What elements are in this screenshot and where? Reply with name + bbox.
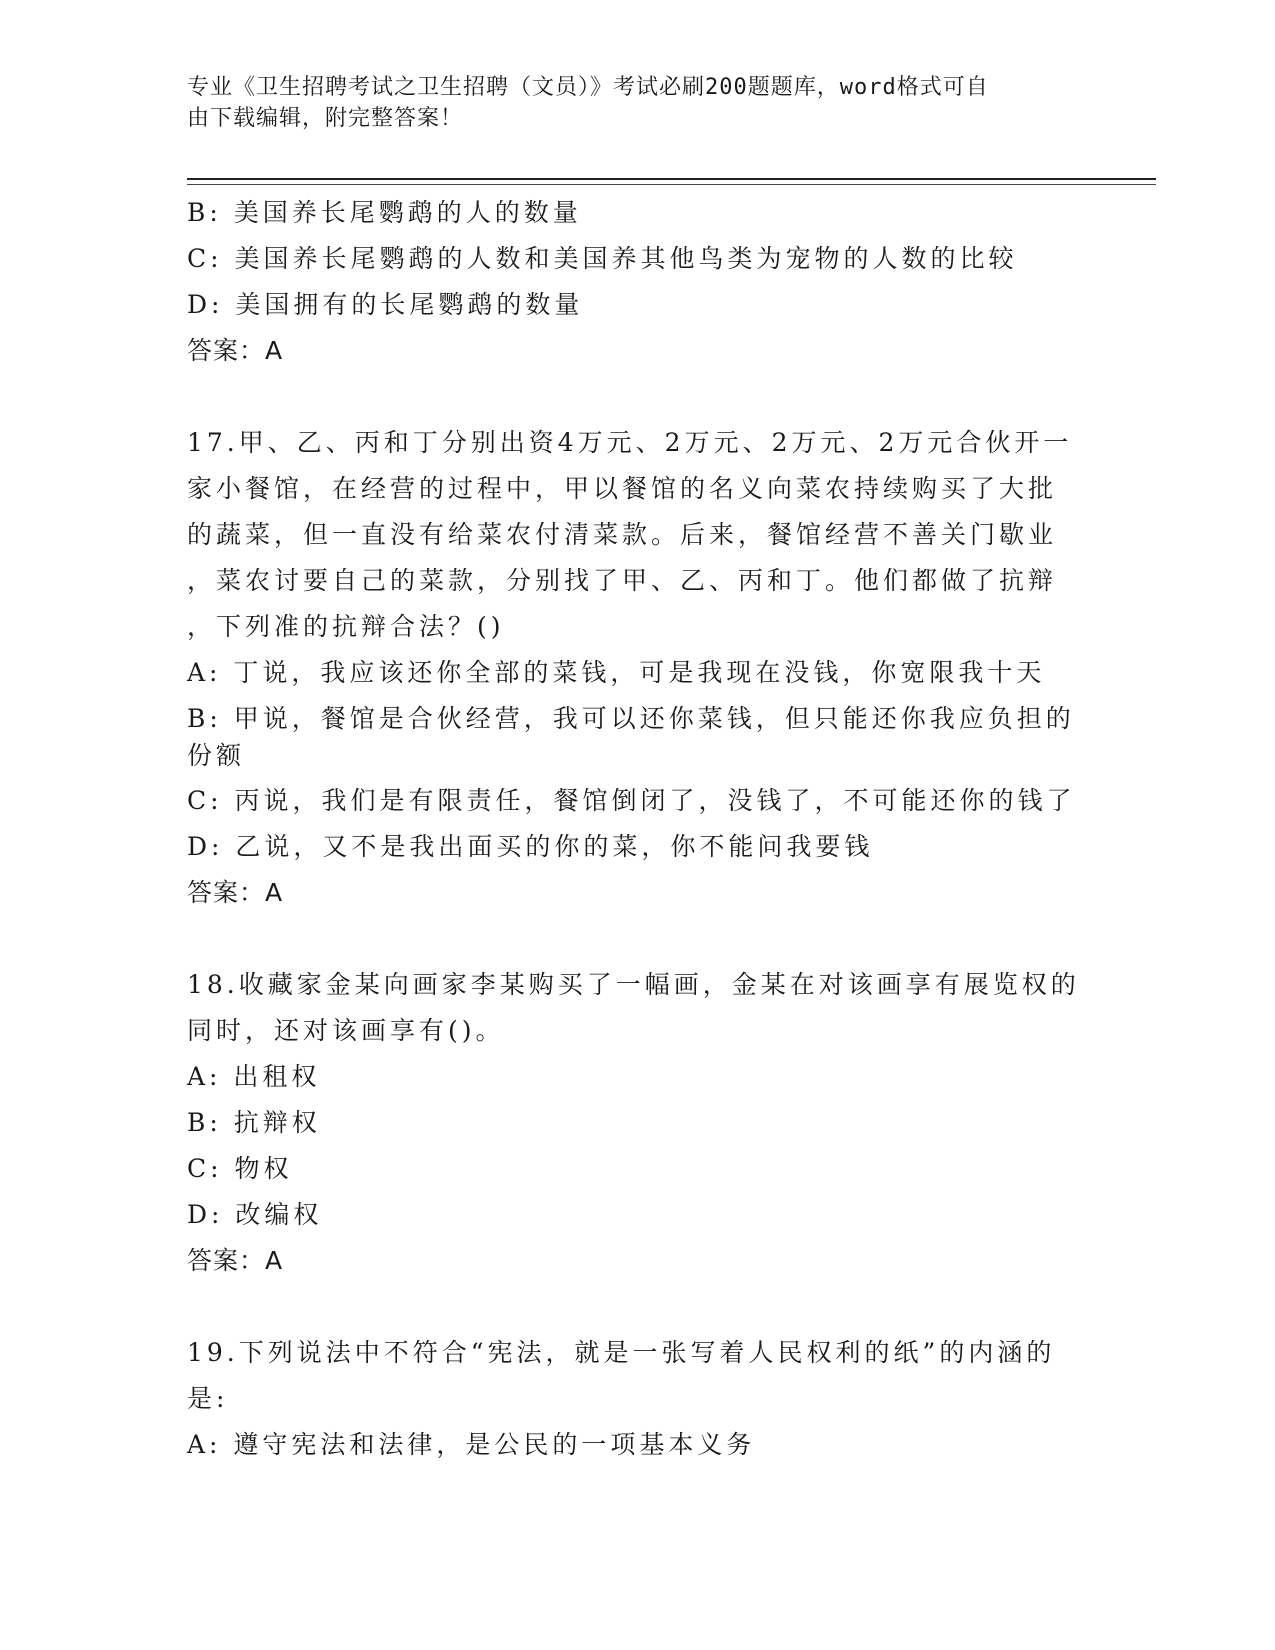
option-b: B: 抗辩权 [187,1108,321,1137]
question-line: 18.收藏家金某向画家李某购买了一幅画，金某在对该画享有展览权的 [187,970,1080,999]
question-line: 家小餐馆，在经营的过程中，甲以餐馆的名义向菜农持续购买了大批 [187,474,1058,503]
option-b: B: 美国养长尾鹦鹉的人的数量 [187,198,582,227]
spacer [187,374,1087,420]
question-line: ，下列准的抗辩合法？() [187,612,505,641]
header-line-1: 专业《卫生招聘考试之卫生招聘（文员）》考试必刷200题题库，word格式可自 [187,75,989,100]
option-b: B: 甲说，餐馆是合伙经营，我可以还你菜钱，但只能还你我应负担的 [187,704,1075,733]
question-line: 是: [187,1384,229,1413]
option-b-continued: 份额 [187,741,246,770]
option-c: C: 美国养长尾鹦鹉的人数和美国养其他鸟类为宠物的人数的比较 [187,244,1018,273]
option-d: D: 美国拥有的长尾鹦鹉的数量 [187,290,584,319]
question-text [187,420,1087,650]
question-line: 同时，还对该画享有()。 [187,1016,505,1045]
option-c: C: 物权 [187,1154,293,1183]
spacer [187,916,1087,962]
answer: 答案：A [187,878,284,907]
option-d: D: 改编权 [187,1200,323,1229]
spacer [187,1284,1087,1330]
question-line: ，菜农讨要自己的菜款，分别找了甲、乙、丙和丁。他们都做了抗辩 [187,566,1058,595]
header-divider-thick [187,178,1156,180]
question-19 [187,1330,1087,1468]
header-line-2: 由下载编辑，附完整答案！ [187,106,464,131]
header-divider-thin [187,184,1156,185]
option-a: A: 遵守宪法和法律，是公民的一项基本义务 [187,1430,756,1459]
option-a: A: 出租权 [187,1062,321,1091]
question-line: 19.下列说法中不符合“宪法，就是一张写着人民权利的纸”的内涵的 [187,1338,1056,1367]
question-line: 的蔬菜，但一直没有给菜农付清菜款。后来，餐馆经营不善关门歇业 [187,520,1058,549]
question-line: 17.甲、乙、丙和丁分别出资4万元、2万元、2万元、2万元合伙开一 [187,428,1073,457]
answer: 答案：A [187,336,284,365]
question-17 [187,420,1087,916]
answer: 答案：A [187,1246,284,1275]
option-a: A: 丁说，我应该还你全部的菜钱，可是我现在没钱，你宽限我十天 [187,658,1046,687]
option-d: D: 乙说，又不是我出面买的你的菜，你不能问我要钱 [187,832,874,861]
option-c: C: 丙说，我们是有限责任，餐馆倒闭了，没钱了，不可能还你的钱了 [187,786,1076,815]
question-18 [187,962,1087,1284]
document-body [187,190,1087,1468]
question-16 [187,190,1087,374]
document-header [187,72,1067,134]
